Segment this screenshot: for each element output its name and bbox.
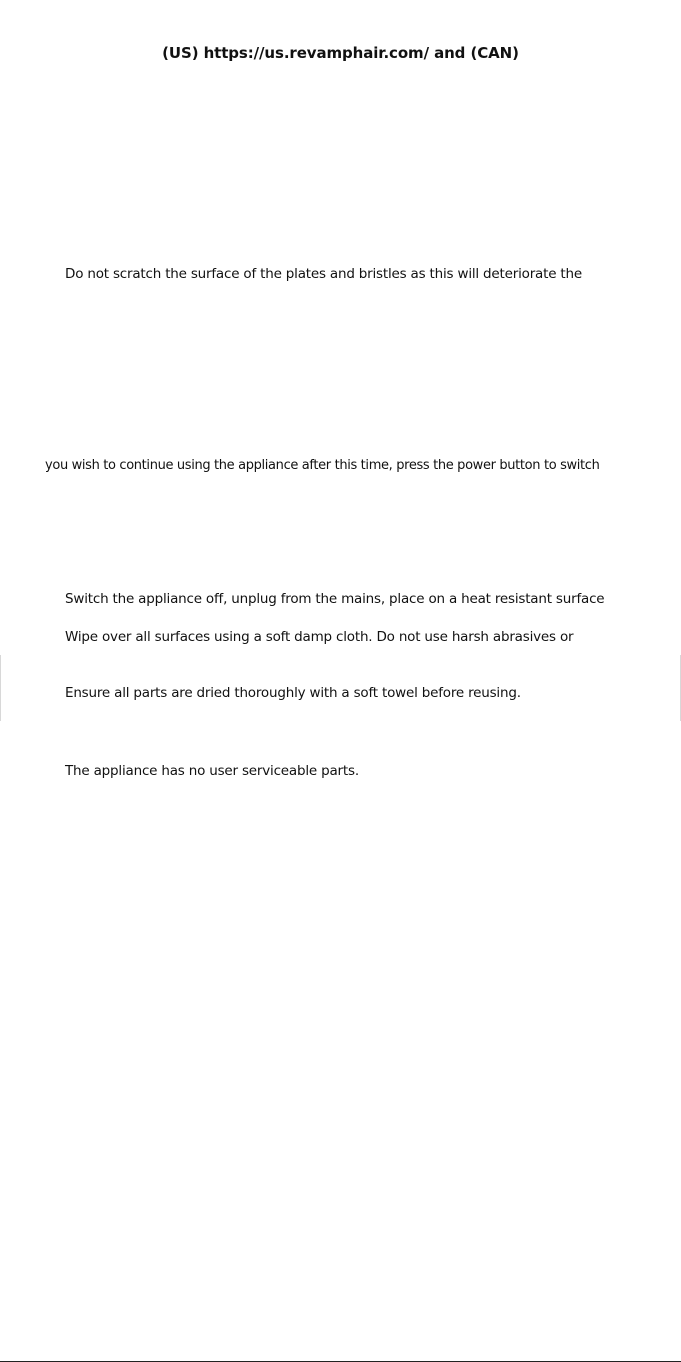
cleaning-step-switch-off-line: Switch the appliance off, unplug from the mains, place on a heat resistant surface <box>65 591 605 607</box>
auto-off-instruction-line: you wish to continue using the appliance after this time, press the power button to switch <box>45 458 600 473</box>
cleaning-step-wipe-line: Wipe over all surfaces using a soft damp cloth. Do not use harsh abrasives or <box>65 629 574 645</box>
website-url-heading: (US) https://us.revamphair.com/ and (CAN) <box>162 44 519 62</box>
plate-scratch-warning-line: Do not scratch the surface of the plates and bristles as this will deteriorate the <box>65 266 582 282</box>
no-serviceable-parts-line: The appliance has no user serviceable parts. <box>65 763 359 779</box>
cleaning-step-dry-line: Ensure all parts are dried thoroughly with a soft towel before reusing. <box>65 685 521 701</box>
left-edge-mark <box>0 655 1 721</box>
